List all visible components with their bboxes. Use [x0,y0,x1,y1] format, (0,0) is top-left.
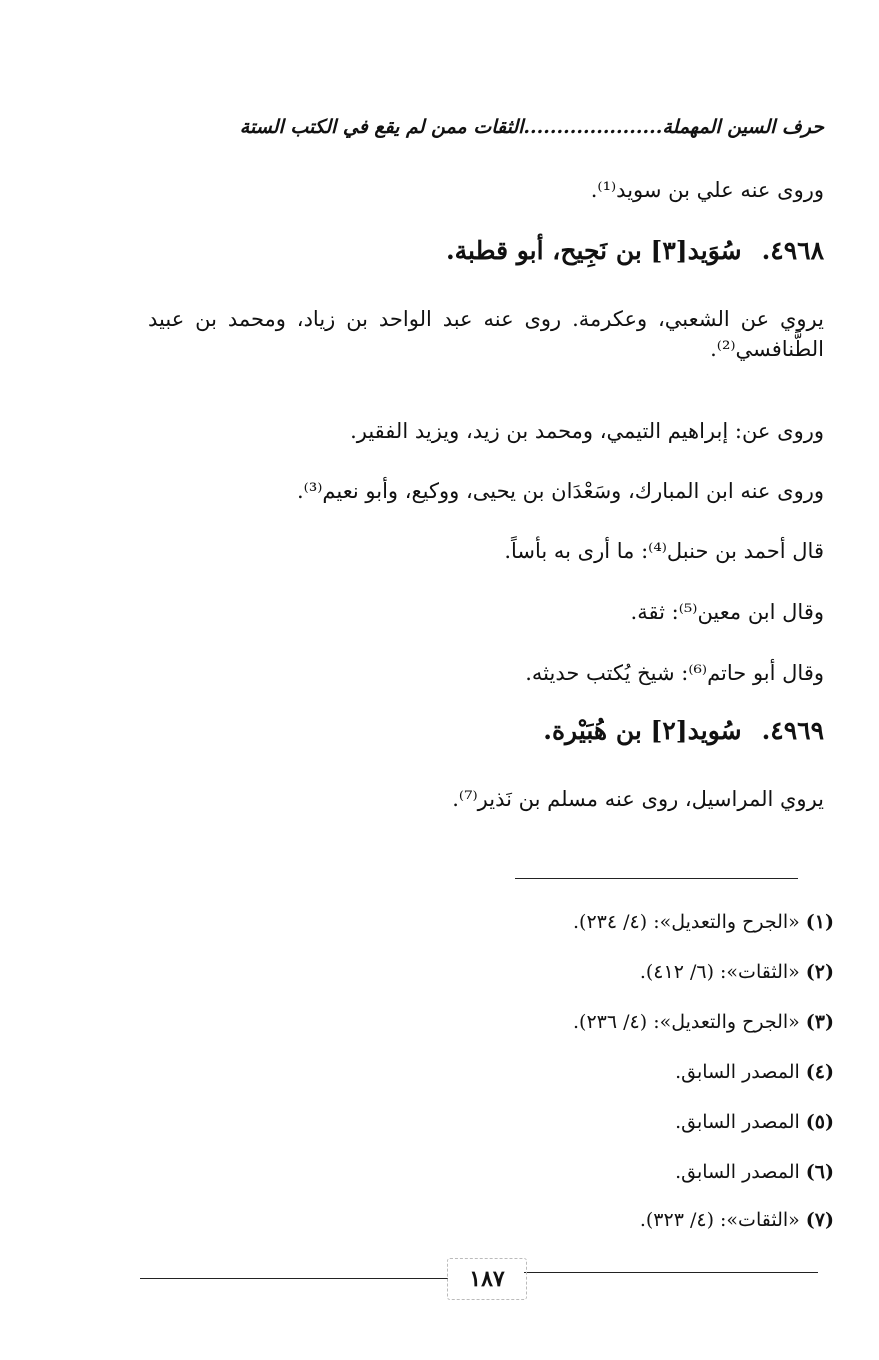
entry-name: سُوَيد[٣] بن نَجِيح، أبو قطبة. [445,236,742,265]
entry-heading-4969 [543,716,824,745]
footnote-item [150,1108,834,1136]
entry-name: سُويد[٢] بن هُبَيْرة. [543,716,742,745]
footnote-item [150,958,834,986]
footer-rule-right [524,1272,818,1273]
text-line-ibn-maeen: وقال ابن معين⁽⁵⁾: ثقة. [630,600,824,624]
running-header: حرف السين المهملة.....................الثقات ممن لم يقع في الكتب الستة [239,116,824,138]
footnote-number: (٤) [805,1061,834,1083]
footnote-item [150,1058,834,1086]
text-line-abu-hatim: وقال أبو حاتم⁽⁶⁾: شيخ يُكتب حديثه. [525,661,824,685]
footnote-number: (٥) [805,1111,834,1133]
footnote-number: (٣) [805,1011,834,1033]
text-line-riwaya-anhu: وروى عنه ابن المبارك، وسَعْدَان بن يحيى، ووكيع، وأبو نعيم⁽³⁾. [296,479,824,503]
footnote-item [150,1206,834,1234]
footnote-text: المصدر السابق. [675,1161,800,1183]
text-line-ahmad: قال أحمد بن حنبل⁽⁴⁾: ما أرى به بأساً. [504,539,824,563]
footnote-item [150,908,834,936]
text-line-riwaya: وروى عنه علي بن سويد⁽¹⁾. [590,178,824,202]
text-line-marasil: يروي المراسيل، روى عنه مسلم بن نَذير⁽⁷⁾. [452,787,824,811]
footnote-text: «الجرح والتعديل»: (٤/ ٢٣٤). [573,911,800,933]
footnote-text: «الجرح والتعديل»: (٤/ ٢٣٦). [573,1011,800,1033]
text-line-yarwi: يروي عن الشعبي، وعكرمة. روى عنه عبد الواحد بن زياد، ومحمد بن عبيد الطَّنافسي⁽²⁾. [148,307,824,361]
footnote-number: (٧) [805,1209,834,1231]
footnote-text: المصدر السابق. [675,1111,800,1133]
footnote-number: (٦) [805,1161,834,1183]
entry-number: ٤٩٦٩. [761,716,824,745]
footnote-text: المصدر السابق. [675,1061,800,1083]
text-line-riwaya-an: وروى عن: إبراهيم التيمي، ومحمد بن زيد، ويزيد الفقير. [350,419,824,443]
footnote-text: «الثقات»: (٦/ ٤١٢). [639,961,800,983]
footer-rule-left [140,1278,448,1279]
footnote-item [150,1008,834,1036]
footnote-separator [515,878,798,879]
footnote-number: (٢) [805,961,834,983]
main-text [148,0,824,1360]
entry-number: ٤٩٦٨. [761,236,824,265]
footnote-item [150,1158,834,1186]
footnote-text: «الثقات»: (٤/ ٣٢٣). [639,1209,800,1231]
entry-heading-4968 [446,236,824,265]
page-number: ١٨٧ [447,1258,527,1300]
footnote-number: (١) [805,911,834,933]
